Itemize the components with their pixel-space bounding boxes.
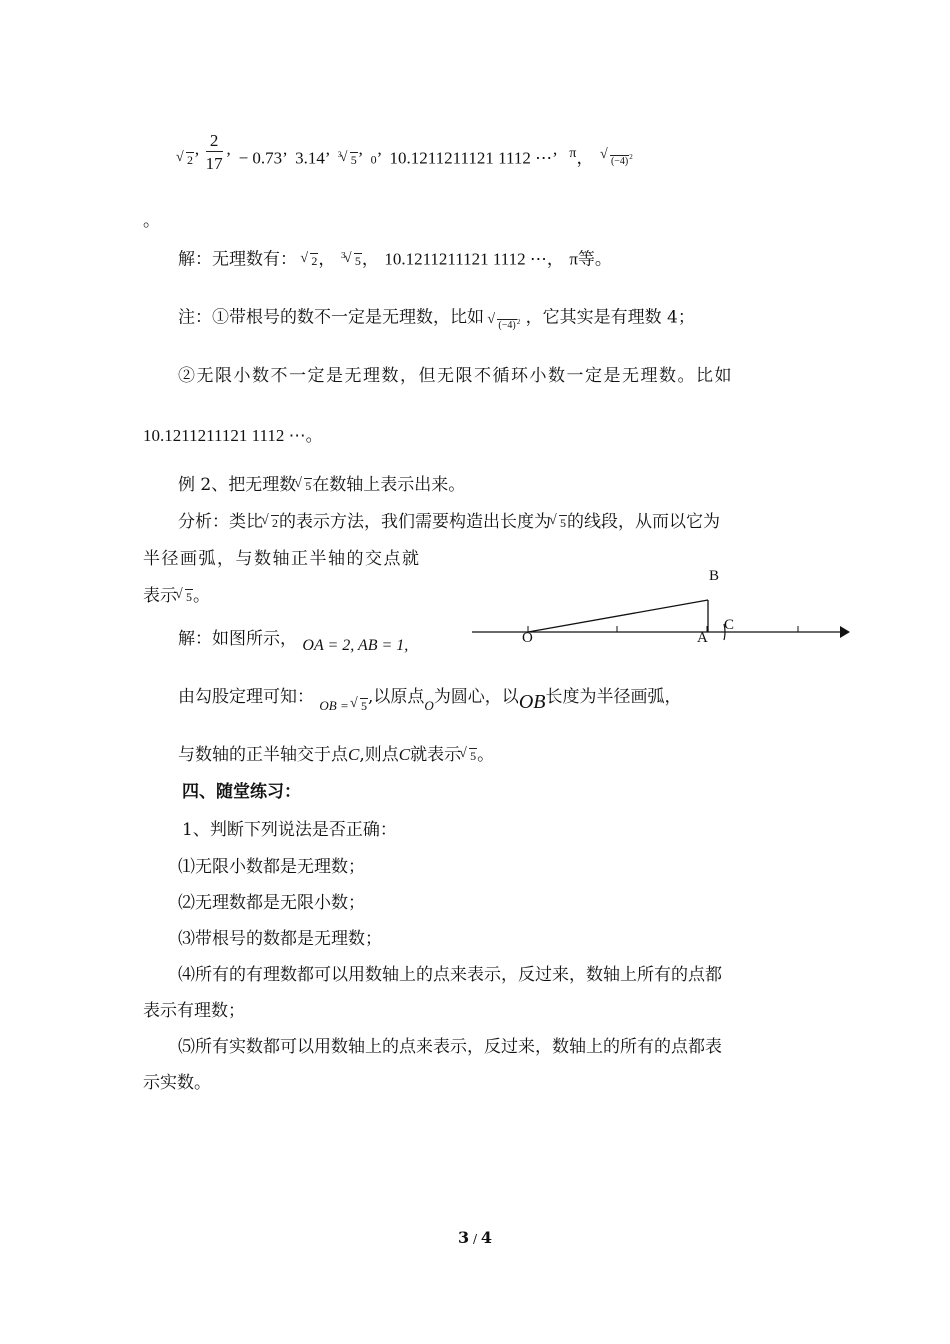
title-start: 例 2、把无理数 (178, 475, 297, 495)
frac-num: 2 (206, 131, 223, 152)
pyth-mid1: ,以原点 (368, 687, 425, 707)
practice-q1: 1、判断下列说法是否正确： (182, 820, 397, 840)
axis-arrow (840, 626, 850, 638)
solution-equation: OA = 2, AB = 1, (302, 637, 409, 654)
practice-item-4: ⑷所有的有理数都可以用数轴上的点来表示，反过来，数轴上所有的点都 (178, 965, 722, 985)
sep: ’ (357, 148, 363, 168)
final-end: 。 (477, 745, 495, 765)
pyth-end: 长度为半径画弧， (545, 687, 682, 707)
page-total: 4 (480, 1228, 492, 1247)
point-O: O (424, 698, 434, 713)
solution-label: 解：无理数有： (178, 249, 297, 270)
label-A: A (697, 630, 708, 646)
final-mid: ,则点 (359, 745, 399, 765)
zero: 0 (370, 152, 377, 167)
repeating-decimal: − 0.73 (238, 148, 283, 168)
line3-start: 表示 (143, 586, 177, 606)
note1-end: ，它其实是有理数 4； (525, 307, 695, 328)
analysis-end: 的线段，从而以它为 (567, 512, 720, 532)
pyth-mid2: 为圆心，以 (433, 687, 519, 707)
sep: ’ (324, 148, 330, 168)
point-C: C (398, 745, 411, 764)
sqrt-5: √ 5 (461, 745, 477, 767)
sep: ’ (282, 148, 287, 168)
long-decimal: 10.1211211121 1112 ⋯ (389, 148, 553, 168)
note-2: ②无限小数不一定是无理数，但无限不循环小数一定是无理数。比如 (178, 366, 733, 386)
pyth-start: 由勾股定理可知： (178, 687, 314, 707)
practice-heading: 四、随堂练习： (182, 782, 301, 802)
segment-OB-label: OB (518, 691, 546, 713)
point-C: C (348, 745, 360, 764)
example2-analysis (178, 511, 720, 534)
label-B: B (709, 568, 720, 584)
exponent-2: 2 (516, 318, 521, 326)
label-C: C (724, 617, 735, 633)
example2-analysis-line3 (143, 585, 210, 608)
analysis-mid: 的表示方法，我们需要构造出长度为 (279, 512, 551, 532)
note1-text: 注：①带根号的数不一定是无理数，比如 (178, 307, 484, 328)
final-mid2: 就表示 (410, 745, 462, 765)
page-sep: / (469, 1232, 481, 1246)
fraction-2-17 (206, 131, 223, 176)
sep: ’ (552, 148, 557, 168)
pythagoras-line (178, 685, 682, 713)
sqrt-2: √ 2 (178, 149, 194, 171)
solution-start: 解：如图所示， (178, 629, 297, 649)
final-start: 与数轴的正半轴交于点 (178, 745, 348, 765)
practice-item-3: ⑶带根号的数都是无理数； (178, 929, 382, 949)
pi: π (569, 249, 578, 269)
pi: π (569, 145, 577, 161)
cbrt-5: √ 5 (342, 149, 358, 171)
sqrt-2: √ 2 (302, 250, 318, 272)
period-mark: 。 (143, 211, 160, 231)
cbrt-index: 3 (340, 251, 346, 260)
note-1 (178, 305, 695, 331)
sqrt-5: √ 5 (177, 586, 193, 608)
example2-solution (178, 628, 409, 654)
example2-analysis-line2: 半径画弧，与数轴正半轴的交点就 (143, 549, 421, 569)
label-O: O (522, 630, 533, 646)
number-line-diagram (460, 560, 855, 660)
practice-item-2: ⑵无理数都是无限小数； (178, 893, 365, 913)
example1-numbers-row (178, 131, 633, 176)
sqrt-5: √ 5 (352, 695, 368, 717)
practice-item-5-cont: 示实数。 (143, 1073, 211, 1093)
frac-den: 17 (205, 154, 223, 174)
sep: ’ (225, 148, 231, 168)
sqrt-neg4-squared: √ $(-4)^2$ (602, 146, 633, 172)
page-current: 3 (458, 1228, 470, 1247)
page-number (0, 1228, 950, 1247)
decimal-314: 3.14 (295, 148, 325, 168)
cbrt-index: 3 (337, 150, 342, 159)
example2-title (178, 474, 465, 497)
note-2-example: 10.1211211121 1112 ⋯。 (143, 426, 323, 445)
sqrt-5: √ 5 (551, 512, 567, 534)
long-decimal: 10.1211211121 1112 ⋯ (384, 249, 547, 269)
cbrt-5: √ 5 (346, 250, 362, 272)
solution-tail: 等。 (577, 249, 612, 270)
example1-solution: 解：无理数有： √ 2， $^3$√ 5， 10.1211211121 1112 ⋯， π等。 (178, 245, 612, 272)
practice-item-1: ⑴无限小数都是无理数； (178, 857, 365, 877)
sqrt-neg4-squared: √ $(-4)^2$ (489, 311, 520, 337)
line3-end: 。 (193, 586, 210, 606)
sep: ’ (376, 148, 382, 168)
title-end: 在数轴上表示出来。 (312, 475, 466, 495)
comma: ， (576, 148, 594, 168)
exponent-2: 2 (629, 153, 633, 162)
sqrt-2: √ 2 (263, 512, 279, 534)
analysis-start: 分析：类比 (178, 512, 263, 532)
sep: ’ (194, 148, 199, 168)
practice-item-4-cont: 表示有理数； (143, 1001, 245, 1021)
sqrt-5: √ 5 (296, 475, 312, 497)
pyth-equation: OB = (319, 698, 353, 713)
segment-OB (528, 600, 708, 632)
practice-item-5: ⑸所有实数都可以用数轴上的点来表示，反过来，数轴上的所有的点都表 (178, 1037, 722, 1057)
final-line (178, 744, 494, 767)
